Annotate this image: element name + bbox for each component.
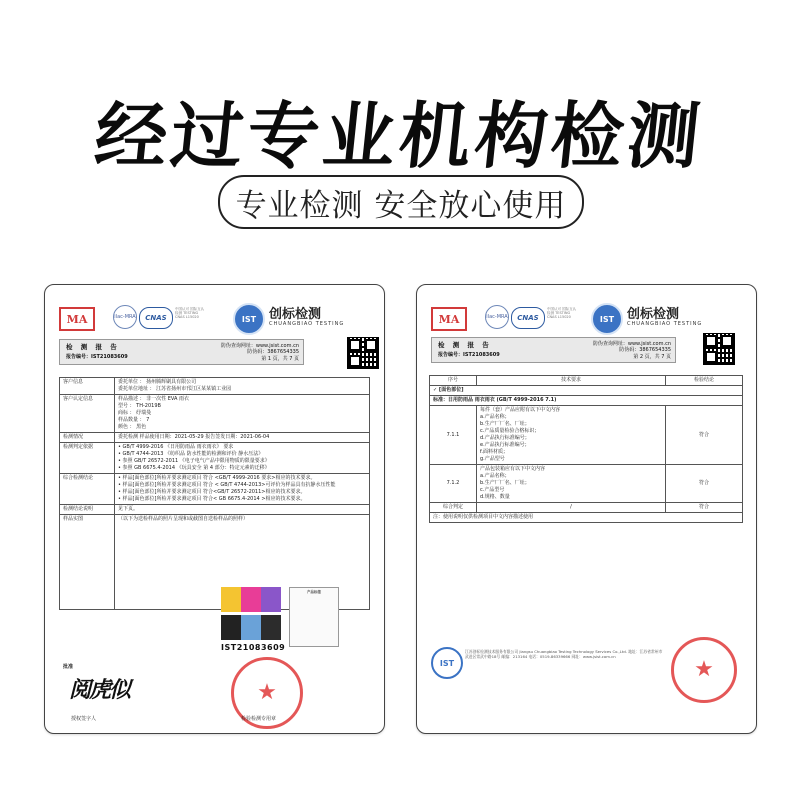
table-row: 综合判定 / 符合: [430, 503, 743, 513]
brand-english: CHUANGBIAO TESTING: [269, 321, 345, 327]
signature: 阅虎似: [69, 677, 130, 703]
table-row: 注：使用说明仅供检测项目中文内容描述使用: [430, 513, 743, 523]
table-header-row: 序号 技术要求 检验结论: [430, 376, 743, 386]
qr-code: [703, 333, 735, 365]
report-page-2: [416, 284, 757, 734]
query-site: 防伪查询网址：www.jsist.com.cn: [592, 341, 671, 347]
ma-logo: MA: [431, 307, 467, 331]
query-code: 防伪码：3867654335: [619, 347, 671, 353]
report-number: 报告编号：IST21083609: [66, 354, 128, 360]
sample-code: IST21083609: [221, 643, 286, 652]
ilac-logo: ilac-MRA: [113, 305, 137, 329]
table-row: ✓ [面色部位]: [430, 386, 743, 396]
cert-smalltext: 中国认可 国际互认 检测 TESTING CNAS L15020: [175, 307, 205, 319]
report-title: 检 测 报 告: [438, 341, 492, 349]
table-row: 综合检测结论 • 样品[面色部位]所检并要求测定项目 符合 <GB/T 4999-2016 要求>相应的技术要求。 • 样品[面色部位]所检并要求测定项目 符合 < GB/T 4744-2013>可评价为样品具有抗静水压性能 • 样品[面色部位]所检并要求测定项目 符合<GB/T 26572-2011>相应的技术要求。 • 样品[面色部位]所检并要求测定项目 符合< GB 6675.4-2014 >相应的技术要求。: [60, 474, 370, 505]
ist-logo: IST: [233, 303, 265, 335]
cert-smalltext: 中国认可 国际互认 检测 TESTING CNAS L15020: [547, 307, 577, 319]
footer-address: 江苏创标检测技术服务有限公司 Jiangsu Chuangbiao Testing Technology Services Co.,Ltd. 地址：江苏省常州市武进区常武中路18号 邮编：213164 电话：0519-86339666 网址：www.jsist.com.cn: [465, 649, 663, 659]
brand-name: 创标检测: [627, 307, 680, 322]
table-row: 标准：日用防雨品 雨衣雨衣 (GB/T 4999-2016 7.1): [430, 396, 743, 406]
table-row: 检测结论说明 见下页。: [60, 505, 370, 515]
ist-logo: IST: [591, 303, 623, 335]
table-row: 样品实图 （以下为送检样品的照片呈现和或截图自送检样品的照样）: [60, 515, 370, 610]
brand-name: 创标检测: [269, 307, 322, 322]
headline: 经过专业机构检测: [90, 94, 708, 178]
star-icon: ★: [257, 680, 277, 705]
query-code: 防伪码：3867654335: [247, 349, 299, 355]
table-row: 客户信息 委托单位 ： 扬州腾辉刷具有限公司 委托单位地址 ： 江苏省扬州市邗江区某某镇工业园: [60, 378, 370, 395]
report-number: 报告编号：IST21083609: [438, 352, 500, 358]
table-row: 7.1.1 每件（套）产品应附有以下中文内容 a.产品名称； b.生产厂厂名、厂址； c.产品质量检验合格标识； d.产品执行标准编号； e.产品执行标准编号； f.面料材质； g.产品型号 符合: [430, 406, 743, 465]
signer-label: 授权签字人: [71, 716, 97, 722]
star-icon: ★: [694, 657, 714, 682]
query-site: 防伪查询网址：www.jsist.com.cn: [220, 343, 299, 349]
table-row: 检测判定依据 • GB/T 4999-2016 《日用防雨品 雨衣雨衣》 要求 • GB/T 4744-2013 《纺织品 防水性能的检测和评价 静水压法》 • 参照 GB/T 26572-2011 《电子电气产品中限用物质的限量要求》 • 参照 GB 6675.4-2014 《玩具安全 第 4 部分：特定元素的迁移》: [60, 443, 370, 474]
ilac-logo: ilac-MRA: [485, 305, 509, 329]
page-indicator: 第 1 页，共 7 页: [261, 356, 299, 362]
stamp-label: 检验检测专用章: [241, 716, 277, 722]
report-page-1: [44, 284, 385, 734]
subtitle-pill: 专业检测 安全放心使用: [218, 175, 584, 229]
brand-english: CHUANGBIAO TESTING: [627, 321, 703, 327]
table-row: 7.1.2 产品包装箱应有以下中文内容 a.产品名称； b.生产厂厂名、厂址； c.产品型号 d.规格、数量 符合: [430, 465, 743, 503]
official-stamp: [671, 637, 737, 703]
qr-code: [347, 337, 379, 369]
report-title: 检 测 报 告: [66, 343, 120, 351]
cnas-logo: CNAS: [139, 307, 173, 329]
table-row: 客户认定信息 样品描述 ： 非一次性 EVA 雨衣 型号 ： TH-2019B 商标 ： 纾瑞曼 样品数量 ： 7 颜色 ： 黑色: [60, 395, 370, 433]
report-title-bar: [431, 337, 676, 363]
sample-photo: [221, 587, 281, 643]
cnas-logo: CNAS: [511, 307, 545, 329]
requirements-table: [429, 375, 743, 523]
product-label-card: 产品标签: [289, 587, 339, 647]
report-title-bar: [59, 339, 304, 365]
table-row: 检测情况 委托检测 样品使用日期：2021-05-29 报告签发日期：2021-06-04: [60, 433, 370, 443]
report-info-table: [59, 377, 370, 610]
ma-logo: MA: [59, 307, 95, 331]
page-indicator: 第 2 页，共 7 页: [633, 354, 671, 360]
ist-footer-logo: IST: [431, 647, 463, 679]
approver-label: 批准: [63, 664, 74, 670]
